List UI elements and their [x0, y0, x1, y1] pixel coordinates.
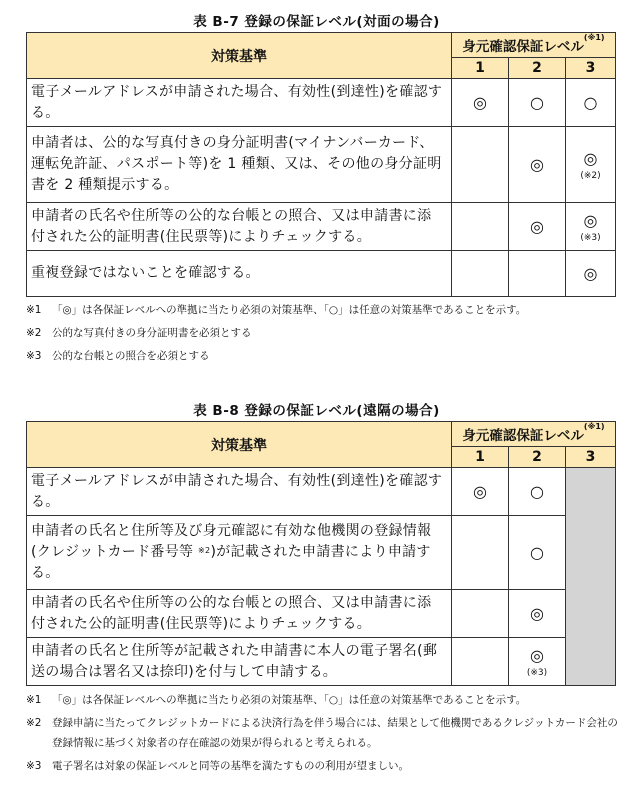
footnote: ※2 公的な写真付きの身分証明書を必須とする [26, 327, 252, 339]
mark-cell: ○ [566, 79, 616, 127]
mark-cell [452, 590, 509, 638]
criteria-header: 対策基準 [27, 33, 452, 79]
mark-cell [452, 127, 509, 203]
criteria-cell: 申請者の氏名や住所等の公的な台帳との照合、又は申請書に添付された公的証明書(住民票等)によりチェックする。 [27, 590, 452, 638]
mark-cell: ○ [509, 468, 566, 516]
mark-cell: ◎ (※3) [566, 203, 616, 251]
footnote: ※3 電子署名は対象の保証レベルと同等の基準を満たすものの利用が望ましい。 [26, 760, 409, 772]
level-1-header: 1 [452, 58, 509, 79]
footnote: ※1 「◎」は各保証レベルへの準拠に当たり必須の対策基準、「○」は任意の対策基準であることを示す。 [26, 304, 527, 316]
criteria-cell: 申請者は、公的な写真付きの身分証明書(マイナンバーカード、運転免許証、パスポート等)を 1 種類、又は、その他の身分証明書を 2 種類提示する。 [27, 127, 452, 203]
table-row [27, 638, 616, 686]
level-2-header: 2 [509, 447, 566, 468]
level-3-header: 3 [566, 447, 616, 468]
criteria-cell: 重複登録ではないことを確認する。 [27, 251, 452, 297]
table-b8-notes [26, 690, 626, 779]
table-b7-notes [26, 300, 626, 369]
mark-cell [452, 251, 509, 297]
mark-cell: ◎ [452, 79, 509, 127]
mark-cell: ◎ [509, 127, 566, 203]
mark-cell: ◎ [509, 590, 566, 638]
table-row [27, 516, 616, 590]
mark-cell: ◎ [566, 251, 616, 297]
level-header: 身元確認保証レベル$^{(※1)}$ [452, 33, 616, 58]
table-row [27, 127, 616, 203]
footnote: ※2 登録申請に当たってクレジットカードによる決済行為を伴う場合には、結果として他機関であるクレジットカード会社の登録情報に基づく対象者の存在確認の効果が得られると考えられる。 [26, 717, 618, 749]
mark-cell: ◎ (※3) [509, 638, 566, 686]
table-row [27, 203, 616, 251]
criteria-cell: 申請者の氏名と住所等が記載された申請書に本人の電子署名(郵送の場合は署名又は捺印)を付与して申請する。 [27, 638, 452, 686]
table-row [27, 590, 616, 638]
footnote-ref: (※2) [580, 170, 601, 181]
criteria-cell: 申請者の氏名と住所等及び身元確認に有効な他機関の登録情報(クレジットカード番号等 $^{※2}$)が記載された申請書により申請する。 [27, 516, 452, 590]
level-2-header: 2 [509, 58, 566, 79]
mark-cell [452, 638, 509, 686]
criteria-header: 対策基準 [27, 422, 452, 468]
table-b7 [26, 32, 616, 297]
footnote: ※1 「◎」は各保証レベルへの準拠に当たり必須の対策基準、「○」は任意の対策基準であることを示す。 [26, 694, 527, 706]
table-row [27, 251, 616, 297]
mark-cell [452, 516, 509, 590]
footnote: ※3 公的な台帳との照合を必須とする [26, 350, 210, 362]
criteria-cell: 申請者の氏名や住所等の公的な台帳との照合、又は申請書に添付された公的証明書(住民票等)によりチェックする。 [27, 203, 452, 251]
mark-cell: ◎ [452, 468, 509, 516]
footnote-ref: (※3) [526, 667, 548, 678]
criteria-cell: 電子メールアドレスが申請された場合、有効性(到達性)を確認する。 [27, 79, 452, 127]
criteria-cell: 電子メールアドレスが申請された場合、有効性(到達性)を確認する。 [27, 468, 452, 516]
level-3-unavailable [566, 468, 616, 686]
mark-cell: ◎ (※2) [566, 127, 616, 203]
level-1-header: 1 [452, 447, 509, 468]
table-b8 [26, 421, 616, 686]
table-row [27, 79, 616, 127]
table-b7-title: 表 B-7 登録の保証レベル(対面の場合) [193, 14, 440, 30]
mark-cell [452, 203, 509, 251]
table-b8-title: 表 B-8 登録の保証レベル(遠隔の場合) [193, 403, 440, 419]
level-3-header: 3 [566, 58, 616, 79]
mark-cell: ◎ [509, 203, 566, 251]
mark-cell [509, 251, 566, 297]
mark-cell: ○ [509, 79, 566, 127]
footnote-ref: (※3) [580, 232, 601, 243]
table-row [27, 468, 616, 516]
level-header: 身元確認保証レベル$^{(※1)}$ [452, 422, 616, 447]
mark-cell: ○ [509, 516, 566, 590]
